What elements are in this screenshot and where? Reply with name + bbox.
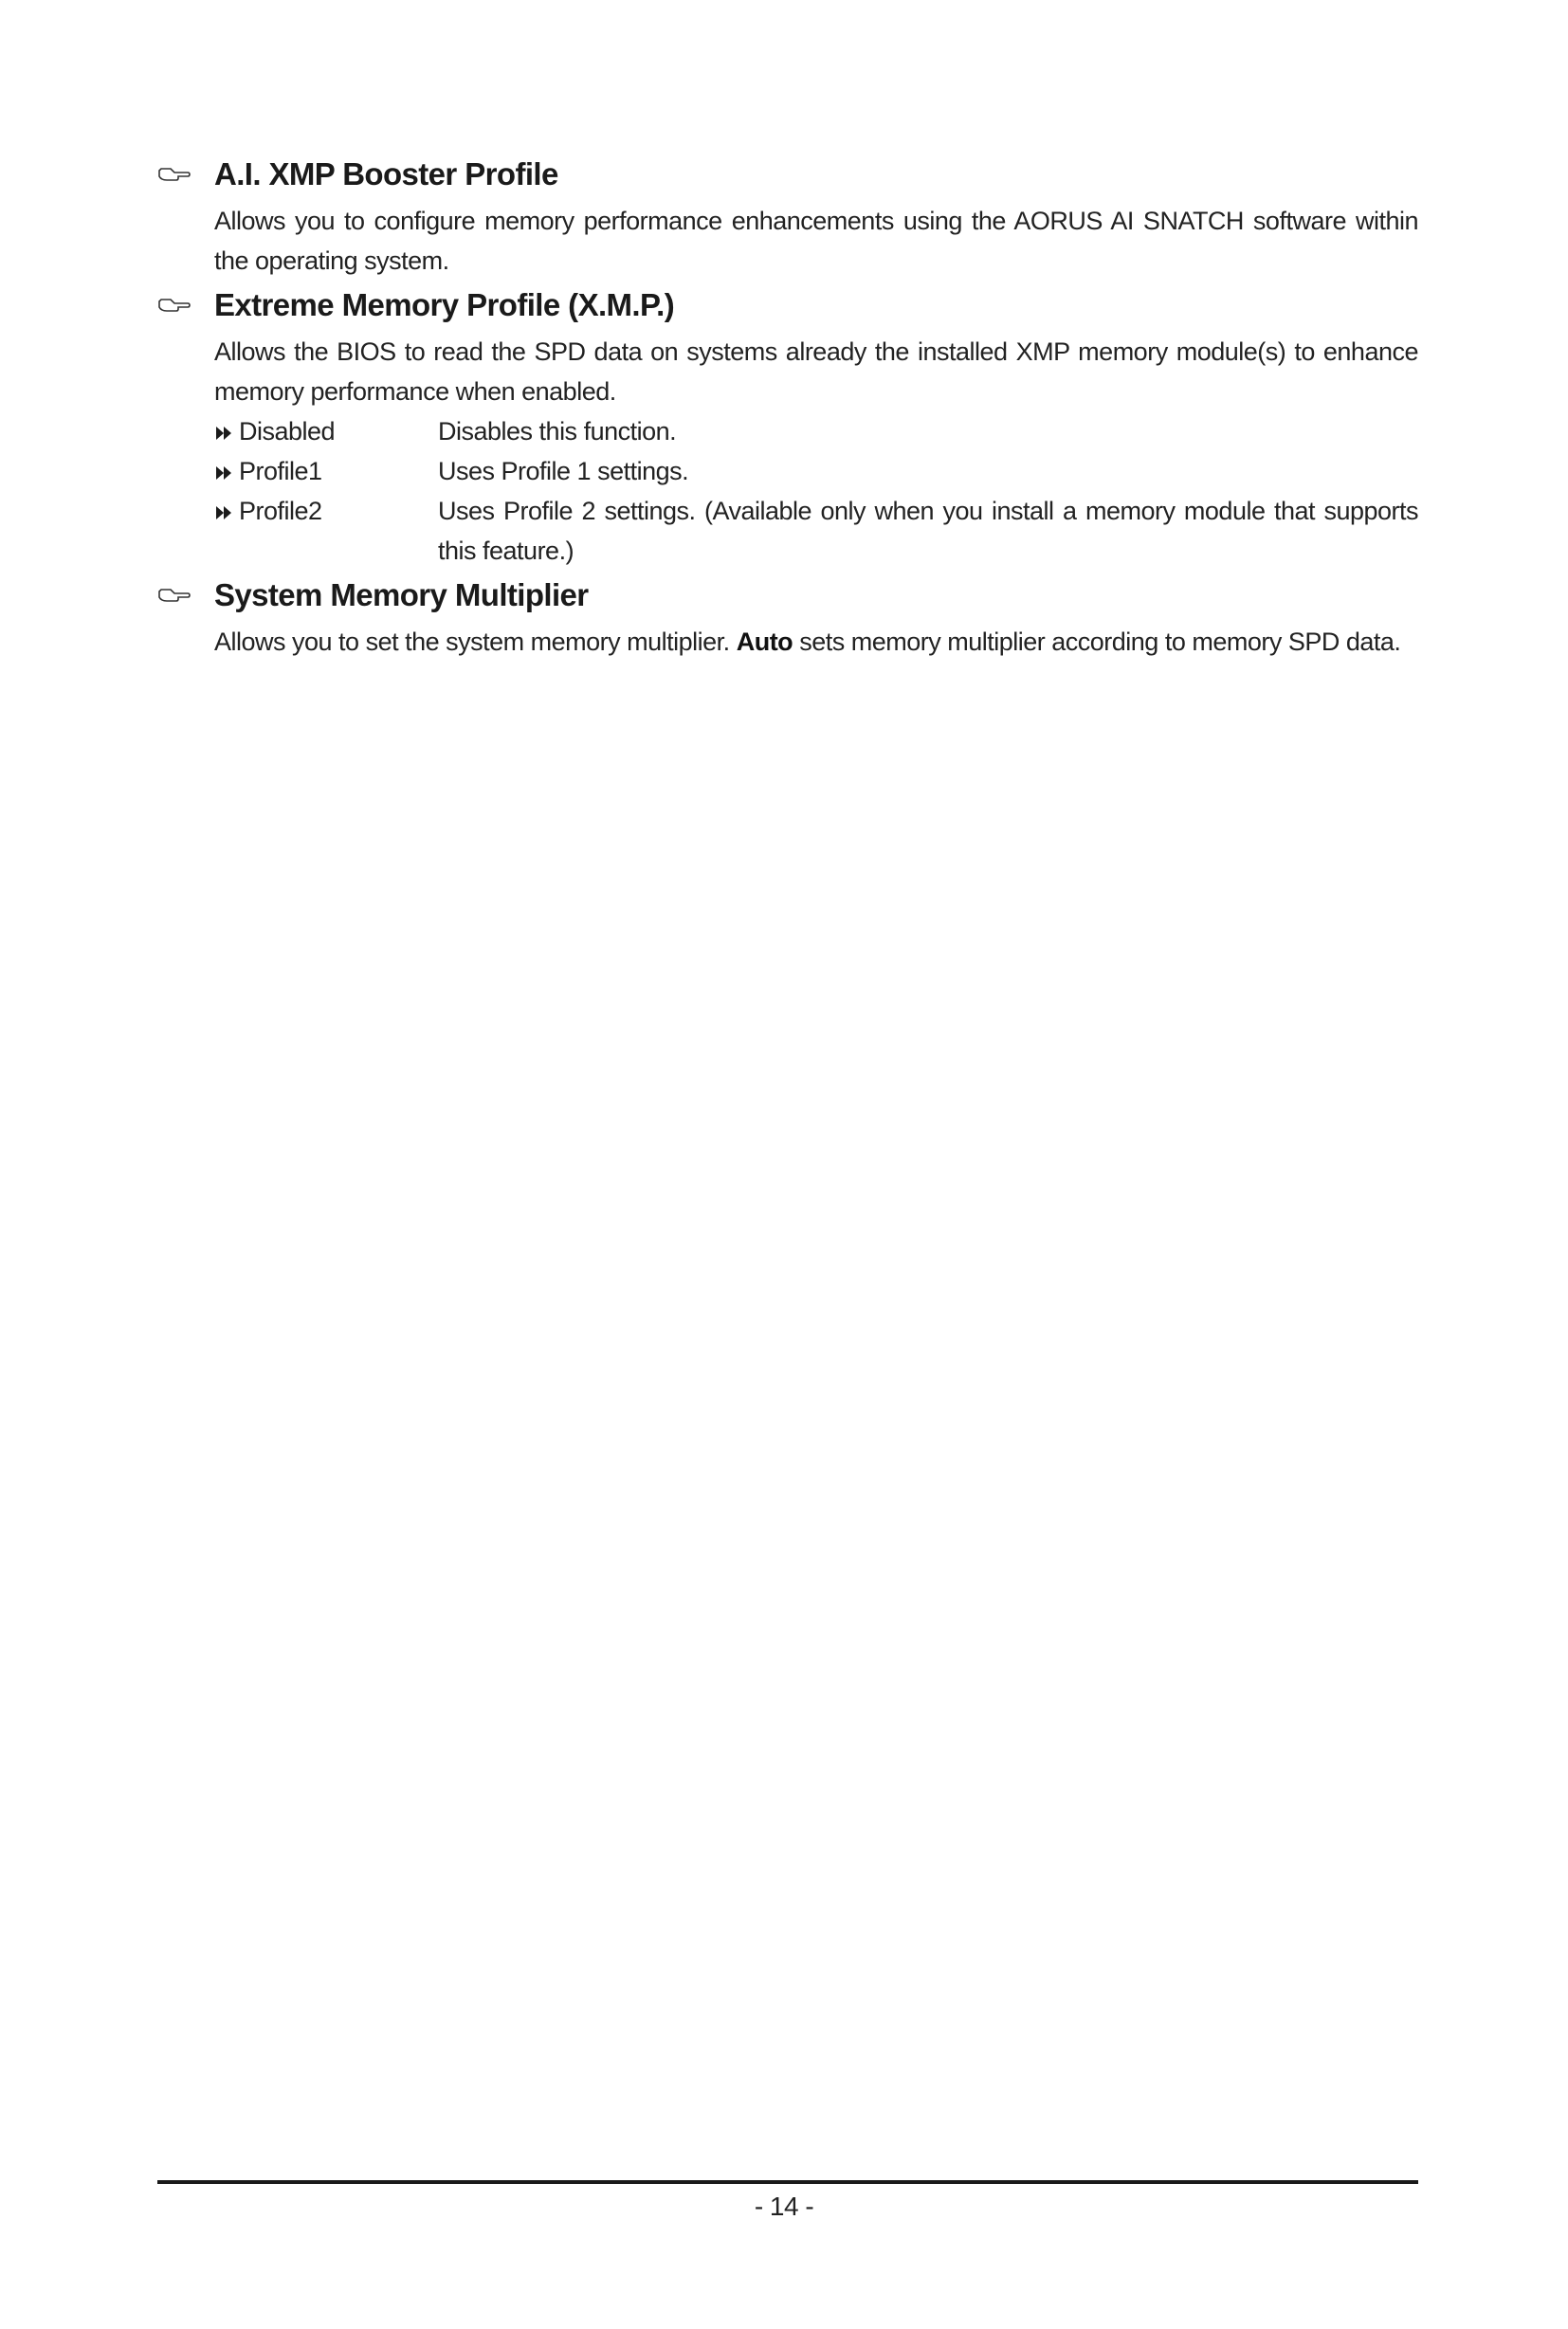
option-description: Disables this function. (438, 417, 677, 446)
section-description: Allows the BIOS to read the SPD data on systems already the installed XMP memory module(s) to enhance memory performance when enabled. (214, 337, 1418, 406)
section-title: A.I. XMP Booster Profile (214, 156, 558, 191)
option-description: Uses Profile 2 settings. (Available only when you install a memory module that supports this feature.) (438, 497, 1418, 565)
section-heading-row (157, 574, 1418, 622)
option-name-cell (214, 491, 438, 571)
section-heading-row (157, 154, 1418, 201)
pointing-hand-icon (157, 165, 191, 184)
option-name: Profile2 (239, 497, 322, 525)
fast-forward-icon (214, 465, 235, 481)
option-list (214, 411, 1418, 571)
section-extreme-memory-profile (157, 284, 1418, 571)
section-description (214, 622, 1418, 662)
description-suffix: sets memory multiplier according to memory SPD data. (799, 628, 1401, 656)
pointing-hand-icon (157, 296, 191, 315)
option-name-cell (214, 451, 438, 491)
option-row-profile2 (214, 491, 1418, 571)
pointing-hand-icon (157, 586, 191, 605)
fast-forward-icon (214, 426, 235, 441)
section-system-memory-multiplier (157, 574, 1418, 662)
fast-forward-icon (214, 505, 235, 520)
page-number: - 14 - (754, 2192, 814, 2221)
section-heading-row (157, 284, 1418, 332)
option-row-profile1 (214, 451, 1418, 491)
description-prefix: Allows you to set the system memory multiplier. (214, 628, 730, 656)
description-bold-term: Auto (736, 628, 793, 656)
section-title: Extreme Memory Profile (X.M.P.) (214, 287, 675, 322)
section-description: Allows you to configure memory performance enhancements using the AORUS AI SNATCH software within the operating system. (214, 207, 1418, 275)
option-row-disabled (214, 411, 1418, 451)
option-name-cell (214, 411, 438, 451)
option-name: Disabled (239, 417, 336, 446)
footer-divider (157, 2180, 1418, 2184)
option-description: Uses Profile 1 settings. (438, 457, 689, 485)
section-ai-xmp-booster-profile (157, 154, 1418, 281)
option-name: Profile1 (239, 457, 322, 485)
section-title: System Memory Multiplier (214, 577, 589, 612)
